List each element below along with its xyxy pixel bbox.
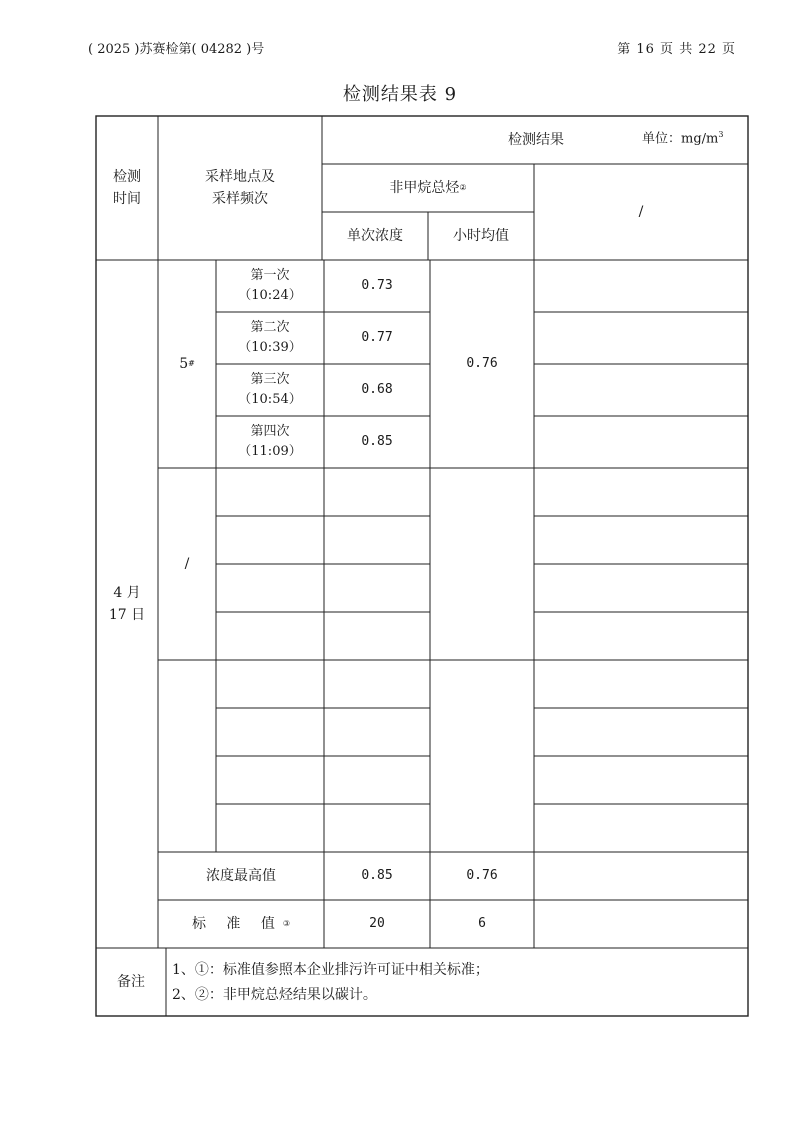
unused-param-slash: / <box>638 203 644 220</box>
sample-label-3: 第三次 （10:54） <box>238 371 302 407</box>
sample-value-2: 0.77 <box>361 329 393 345</box>
results-label: 检测结果 <box>508 131 564 148</box>
sample-label-4: 第四次 （11:09） <box>238 423 302 459</box>
col-header-location: 采样地点及 采样频次 <box>205 168 275 207</box>
remarks-text <box>172 958 489 1007</box>
sample-label-1: 第一次 （10:24） <box>238 267 302 303</box>
sample-value-1: 0.73 <box>361 277 393 293</box>
results-header <box>322 116 748 164</box>
sample-label-2: 第二次 （10:39） <box>238 319 302 355</box>
sample-value-4: 0.85 <box>361 433 393 449</box>
page-info: 第 16 页 共 22 页 <box>617 42 736 57</box>
max-hourly-value: 0.76 <box>466 867 498 883</box>
max-label: 浓度最高值 <box>206 867 276 884</box>
hourly-average-value: 0.76 <box>466 355 498 371</box>
site-label-2: / <box>184 555 190 572</box>
param-header: 非甲烷总烃 ② <box>389 179 467 196</box>
remark-line-2: 2、②：非甲烷总烃结果以碳计。 <box>172 986 377 1003</box>
standard-single-value: 20 <box>369 915 385 931</box>
remarks-label: 备注 <box>117 973 145 990</box>
test-date: 4 月 17 日 <box>108 584 146 623</box>
standard-label: 标 准 值 ③ <box>191 915 291 932</box>
table-title: 检测结果表 9 <box>342 84 458 105</box>
max-single-value: 0.85 <box>361 867 393 883</box>
site-label-1: 5 # <box>179 355 195 372</box>
standard-hourly-value: 6 <box>478 915 486 931</box>
sub-header-single: 单次浓度 <box>347 227 403 244</box>
sub-header-hourly: 小时均值 <box>453 227 509 244</box>
unit-label: 单位：$mg/m^3$ <box>642 130 724 147</box>
sample-value-3: 0.68 <box>361 381 393 397</box>
col-header-time: 检测 时间 <box>113 168 141 207</box>
remark-line-1: 1、①：标准值参照本企业排污许可证中相关标准； <box>172 962 489 978</box>
doc-number: ( 2025 )苏赛检第( 04282 )号 <box>88 42 265 57</box>
